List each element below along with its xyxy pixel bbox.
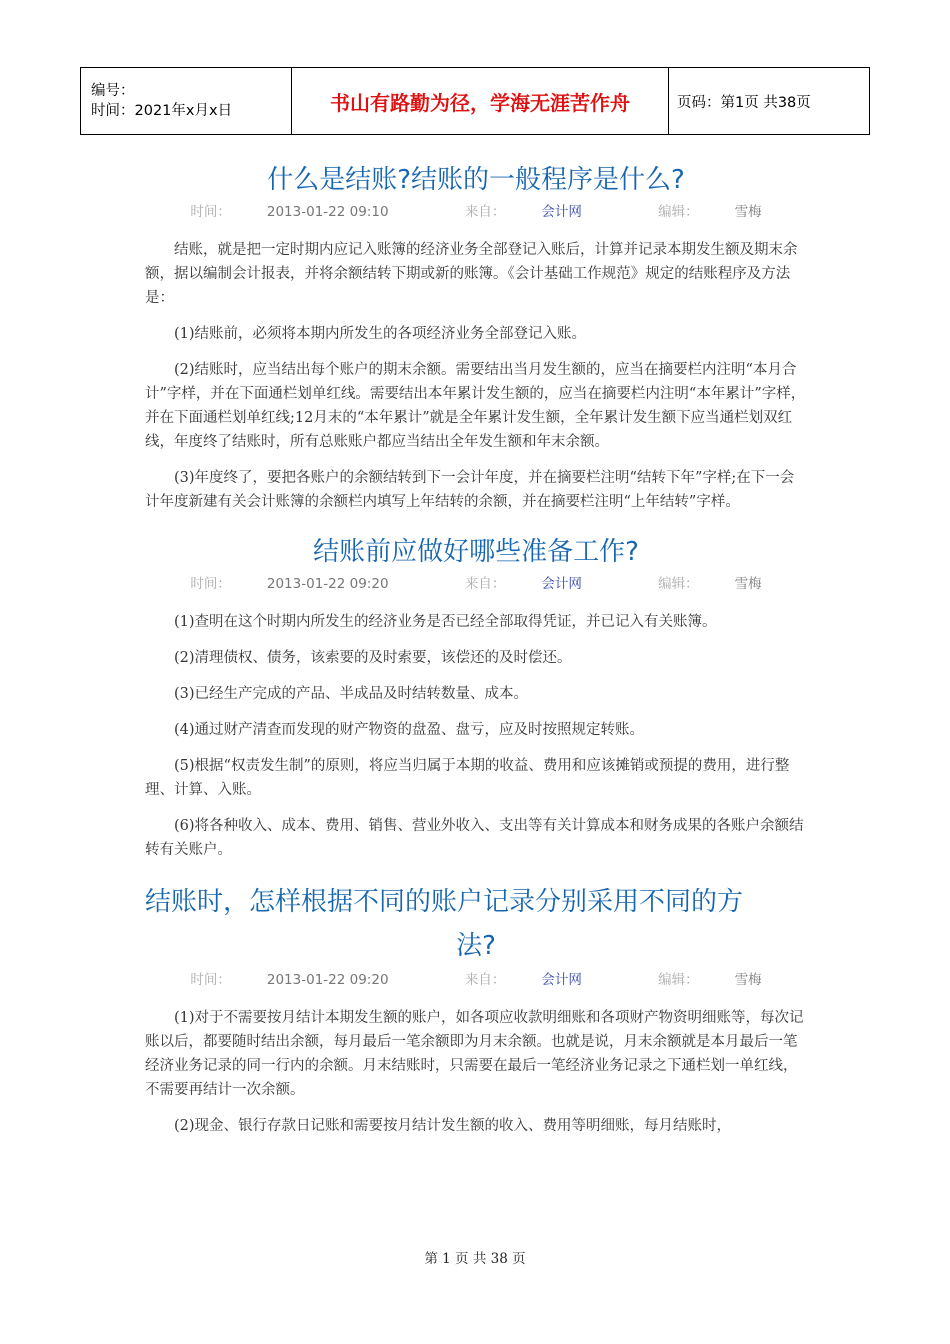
- article-1: [145, 160, 807, 514]
- source-label: 来自：: [464, 972, 506, 988]
- paragraph: (1)查明在这个时期内所发生的经济业务是否已经全部取得凭证，并已记入有关账簿。: [174, 614, 717, 630]
- source-link[interactable]: 会计网: [541, 204, 582, 220]
- paragraph: (4)通过财产清查而发现的财产物资的盘盈、盘亏，应及时按照规定转账。: [174, 722, 645, 738]
- editor-value: 雪梅: [734, 204, 762, 220]
- editor-value: 雪梅: [734, 972, 762, 988]
- paragraph: (5)根据“权责发生制”的原则，将应当归属于本期的收益、费用和应该摊销或预提的费用，进行整理、计算、入账。: [145, 758, 790, 798]
- article-title: [145, 880, 807, 968]
- time-value: 2013-01-22 09:20: [266, 972, 389, 988]
- editor-label: 编辑：: [658, 972, 699, 988]
- paragraph: 结账，就是把一定时期内应记入账簿的经济业务全部登记入账后，计算并记录本期发生额及期末余额，据以编制会计报表，并将余额结转下期或新的账簿。《会计基础工作规范》规定的结账程序及方法是：: [145, 242, 798, 306]
- article-title-line2: 法?: [456, 931, 496, 961]
- header-info-cell: [81, 68, 292, 135]
- paragraph: (3)已经生产完成的产品、半成品及时结转数量、成本。: [174, 686, 529, 702]
- page-info-text: 页码：第1页 共38页: [677, 94, 811, 111]
- editor-value: 雪梅: [734, 576, 762, 592]
- article-3: [145, 880, 807, 1138]
- header-table: [80, 67, 870, 135]
- meta-source: [447, 576, 600, 592]
- meta-editor: [640, 576, 780, 592]
- editor-label: 编辑：: [658, 576, 699, 592]
- source-label: 来自：: [464, 204, 506, 220]
- source-link[interactable]: 会计网: [541, 576, 582, 592]
- paragraph: (2)结账时，应当结出每个账户的期末余额。需要结出当月发生额的，应当在摘要栏内注明“本月合计”字样，并在下面通栏划单红线。需要结出本年累计发生额的，应当在摘要栏内注明“本年累计”字样，并在下面通栏划单红线;12月末的“本年累计”就是全年累计发生额，全年累计发生额下应当通栏划双红线，年度终了结账时，所有总账账户都应当结出全年发生额和年末余额。: [145, 362, 806, 450]
- document-content: [145, 160, 807, 1150]
- paragraph: (2)现金、银行存款日记账和需要按月结计发生额的收入、费用等明细账，每月结账时，: [174, 1118, 732, 1134]
- motto-cell: [292, 68, 669, 135]
- source-label: 来自：: [464, 576, 506, 592]
- paragraph: (3)年度终了，要把各账户的余额结转到下一会计年度，并在摘要栏注明“结转下年”字样;在下一会计年度新建有关会计账簿的余额栏内填写上年结转的余额，并在摘要栏注明“上年结转”字样。: [145, 470, 795, 510]
- time-value: 2013-01-22 09:10: [266, 204, 389, 220]
- article-2: [145, 532, 807, 862]
- meta-source: [447, 972, 600, 988]
- article-title: 结账前应做好哪些准备工作?: [313, 537, 639, 567]
- document-number-label: 编号：: [91, 83, 135, 99]
- page-info-cell: [669, 68, 870, 135]
- time-value: 2013-01-22 09:20: [266, 576, 389, 592]
- paragraph: (1)结账前，必须将本期内所发生的各项经济业务全部登记入账。: [174, 326, 587, 342]
- time-label: 时间：: [190, 972, 231, 988]
- document-time-label: 时间：2021年x月x日: [91, 103, 233, 119]
- paragraph: (1)对于不需要按月结计本期发生额的账户，如各项应收款明细账和各项财产物资明细账等，每次记账以后，都要随时结出余额，每月最后一笔余额即为月末余额。也就是说，月末余额就是本月最后一笔经济业务记录的同一行内的余额。月末结账时，只需要在最后一笔经济业务记录之下通栏划一单红线，不需要再结计一次余额。: [145, 1010, 804, 1098]
- meta-editor: [640, 204, 780, 220]
- meta-time: [172, 204, 406, 220]
- meta-time: [172, 972, 406, 988]
- paragraph: (6)将各种收入、成本、费用、销售、营业外收入、支出等有关计算成本和财务成果的各账户余额结转有关账户。: [145, 818, 804, 858]
- page-footer: 第 1 页 共 38 页: [424, 1251, 526, 1267]
- meta-source: [447, 204, 600, 220]
- source-link[interactable]: 会计网: [541, 972, 582, 988]
- motto-text: 书山有路勤为径，学海无涯苦作舟: [330, 90, 630, 115]
- editor-label: 编辑：: [658, 204, 699, 220]
- article-title: 什么是结账?结账的一般程序是什么?: [267, 165, 685, 195]
- article-meta: [145, 574, 807, 594]
- meta-time: [172, 576, 406, 592]
- time-label: 时间：: [190, 576, 231, 592]
- time-label: 时间：: [190, 204, 231, 220]
- article-title-line1: 结账时，怎样根据不同的账户记录分别采用不同的方: [145, 887, 744, 917]
- article-meta: [145, 202, 807, 222]
- paragraph: (2)清理债权、债务，该索要的及时索要，该偿还的及时偿还。: [174, 650, 572, 666]
- meta-editor: [640, 972, 780, 988]
- article-meta: [145, 970, 807, 990]
